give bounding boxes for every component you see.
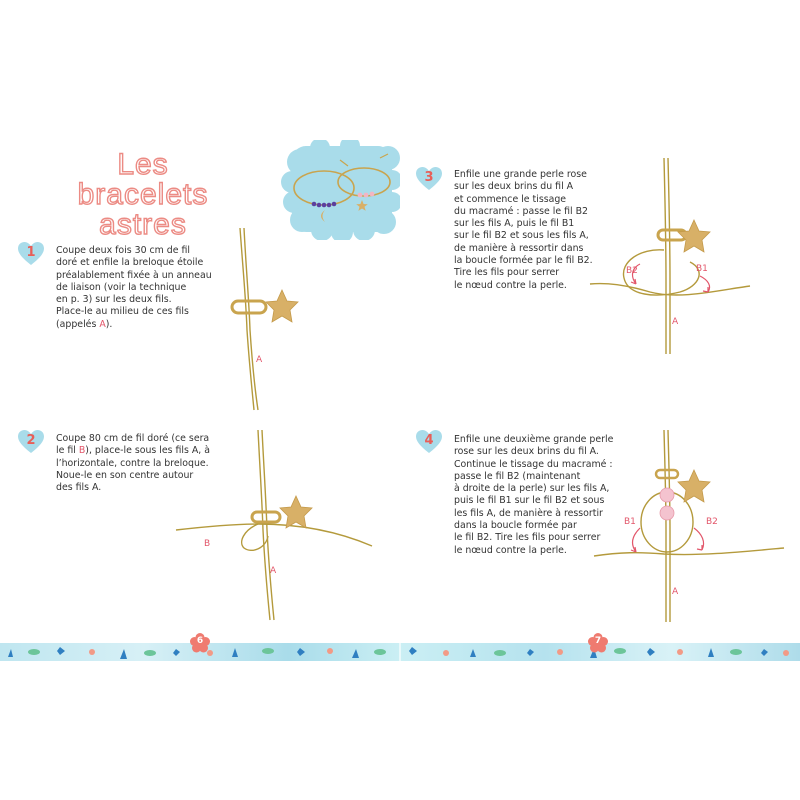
text-line: l’horizontale, contre la breloque. (56, 457, 209, 469)
thread-a-label: A (99, 318, 106, 330)
step-4-number: 4 (424, 433, 434, 448)
text-line: préalablement fixée à un anneau (56, 269, 212, 281)
text-line: passe le fil B2 (maintenant (454, 470, 581, 482)
pink-bead-icon (660, 506, 674, 520)
thread-label-b2: B2 (706, 517, 718, 527)
thread-b-label: B (78, 445, 86, 457)
text-line: dans la boucle formée par (454, 520, 577, 532)
text-fragment: ). (105, 318, 113, 330)
text-line: sur les fils A, puis le fil B1 (454, 218, 575, 230)
text-line: Tire les fils pour serrer (454, 267, 560, 279)
text-line: des fils A. (56, 482, 102, 494)
text-line: rose sur les deux brins du fil A. (454, 446, 599, 458)
text-line: Enfile une deuxième grande perle (454, 434, 614, 445)
text-line: la boucle formée par le fil B2. (454, 255, 593, 267)
text-line: sur les deux brins du fil A (454, 181, 574, 193)
text-line: puis le fil B1 sur le fil B2 et sous (454, 495, 605, 507)
thread-label-a: A (270, 566, 277, 576)
text-line: à droite de la perle) sur les fils A, (454, 483, 610, 495)
text-line: sur le fil B2 et sous les fils A, (454, 230, 589, 242)
page-number-right (588, 633, 608, 653)
step-3-number: 3 (424, 170, 434, 185)
text-fragment: le fil (56, 445, 79, 457)
text-line: Noue-le en son centre autour (56, 469, 194, 481)
text-line: doré et enfile la breloque étoile (56, 257, 204, 269)
text-line: le fil B2. Tire les fils pour serrer (454, 532, 601, 544)
thread-label-b1: B1 (696, 264, 708, 274)
page-fold (399, 643, 401, 661)
thread-label-a: A (672, 587, 679, 597)
thread-label-b1: B1 (624, 517, 636, 527)
arrow-icon (694, 528, 704, 550)
text-line: Place-le au milieu de ces fils (56, 306, 189, 318)
text-line: en p. 3) sur les deux fils. (56, 294, 172, 306)
text-line: Enfile une grande perle rose (454, 169, 587, 180)
text-fragment: (appelés (56, 318, 100, 330)
text-line: Coupe 80 cm de fil doré (ce sera (56, 433, 210, 444)
star-charm-icon (678, 470, 710, 502)
text-line: les fils A, de manière à ressortir (454, 507, 603, 519)
page-number-left (190, 633, 210, 653)
text-line: Coupe deux fois 30 cm de fil (56, 245, 191, 256)
text-line: de liaison (voir la technique (56, 281, 187, 293)
text-line: du macramé : passe le fil B2 (454, 205, 588, 217)
text-line: le nœud contre la perle. (454, 279, 567, 291)
thread-label-a: A (672, 317, 679, 327)
step-1-number: 1 (26, 245, 36, 260)
title-line-1: Les bracelets (77, 148, 209, 211)
text-fragment: ), place-le sous les fils A, à (85, 445, 211, 457)
title-line-2: astres (99, 208, 187, 241)
page-number-text: 6 (196, 636, 204, 646)
arrow-icon (631, 528, 640, 552)
text-line: Continue le tissage du macramé : (454, 458, 613, 470)
text-line: et commence le tissage (454, 193, 567, 205)
text-line: de manière à ressortir dans (454, 242, 584, 254)
page-number-text: 7 (594, 636, 602, 646)
pink-bead-icon (660, 488, 674, 502)
thread-label-b2: B2 (626, 266, 638, 276)
thread-label-b: B (204, 539, 211, 549)
step-2-number: 2 (26, 433, 36, 448)
thread-label-a: A (256, 355, 263, 365)
text-line: le nœud contre la perle. (454, 544, 567, 556)
